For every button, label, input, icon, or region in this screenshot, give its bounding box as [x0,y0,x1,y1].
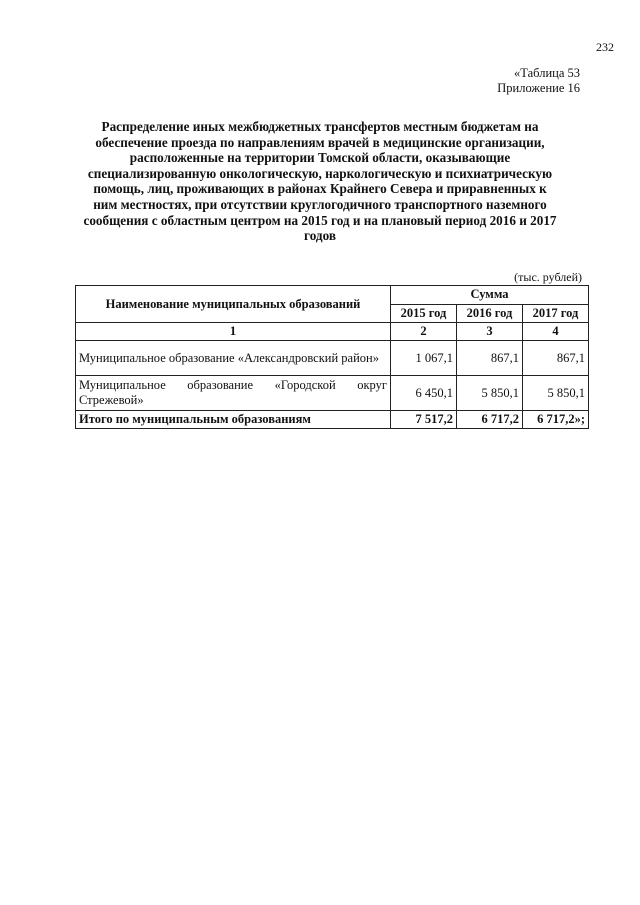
total-2017: 6 717,2»; [523,411,589,429]
total-2015: 7 517,2 [391,411,457,429]
appendix-reference [497,66,580,96]
value-2015: 6 450,1 [391,376,457,411]
page-number: 232 [596,40,614,54]
transfers-table [75,285,589,429]
table-reference: «Таблица 53 [514,66,580,80]
column-number: 3 [457,323,523,341]
municipality-name: Муниципальное образование «Городской округ Стрежевой» [76,376,391,411]
column-number: 2 [391,323,457,341]
total-2016: 6 717,2 [457,411,523,429]
value-2016: 867,1 [457,341,523,376]
column-header-year-2016: 2016 год [457,304,523,323]
column-number: 1 [76,323,391,341]
value-2017: 5 850,1 [523,376,589,411]
total-label: Итого по муниципальным образованиям [76,411,391,429]
column-header-year-2015: 2015 год [391,304,457,323]
column-header-year-2017: 2017 год [523,304,589,323]
header-row [76,286,589,305]
municipality-name: Муниципальное образование «Александровский район» [76,341,391,376]
column-number: 4 [523,323,589,341]
value-2015: 1 067,1 [391,341,457,376]
table-row [76,341,589,376]
value-2017: 867,1 [523,341,589,376]
table-row [76,376,589,411]
column-header-name: Наименование муниципальных образований [76,286,391,323]
units-label: (тыс. рублей) [514,270,582,284]
column-header-sum: Сумма [391,286,589,305]
column-number-row [76,323,589,341]
value-2016: 5 850,1 [457,376,523,411]
document-title: Распределение иных межбюджетных трансфертов местным бюджетам на обеспечение проезда по направлениям врачей в медицинские организации, расположенные на территории Томской области, оказывающие специализированную онкологическую, наркологическую и психиатрическую помощь, лиц, проживающих в районах Крайнего Севера и приравненных к ним местностях, при отсутствии круглогодичного транспортного наземного сообщения с областным центром на 2015 год и на плановый период 2016 и 2017 годов [83,119,557,244]
total-row [76,411,589,429]
appendix-label: Приложение 16 [497,81,580,95]
